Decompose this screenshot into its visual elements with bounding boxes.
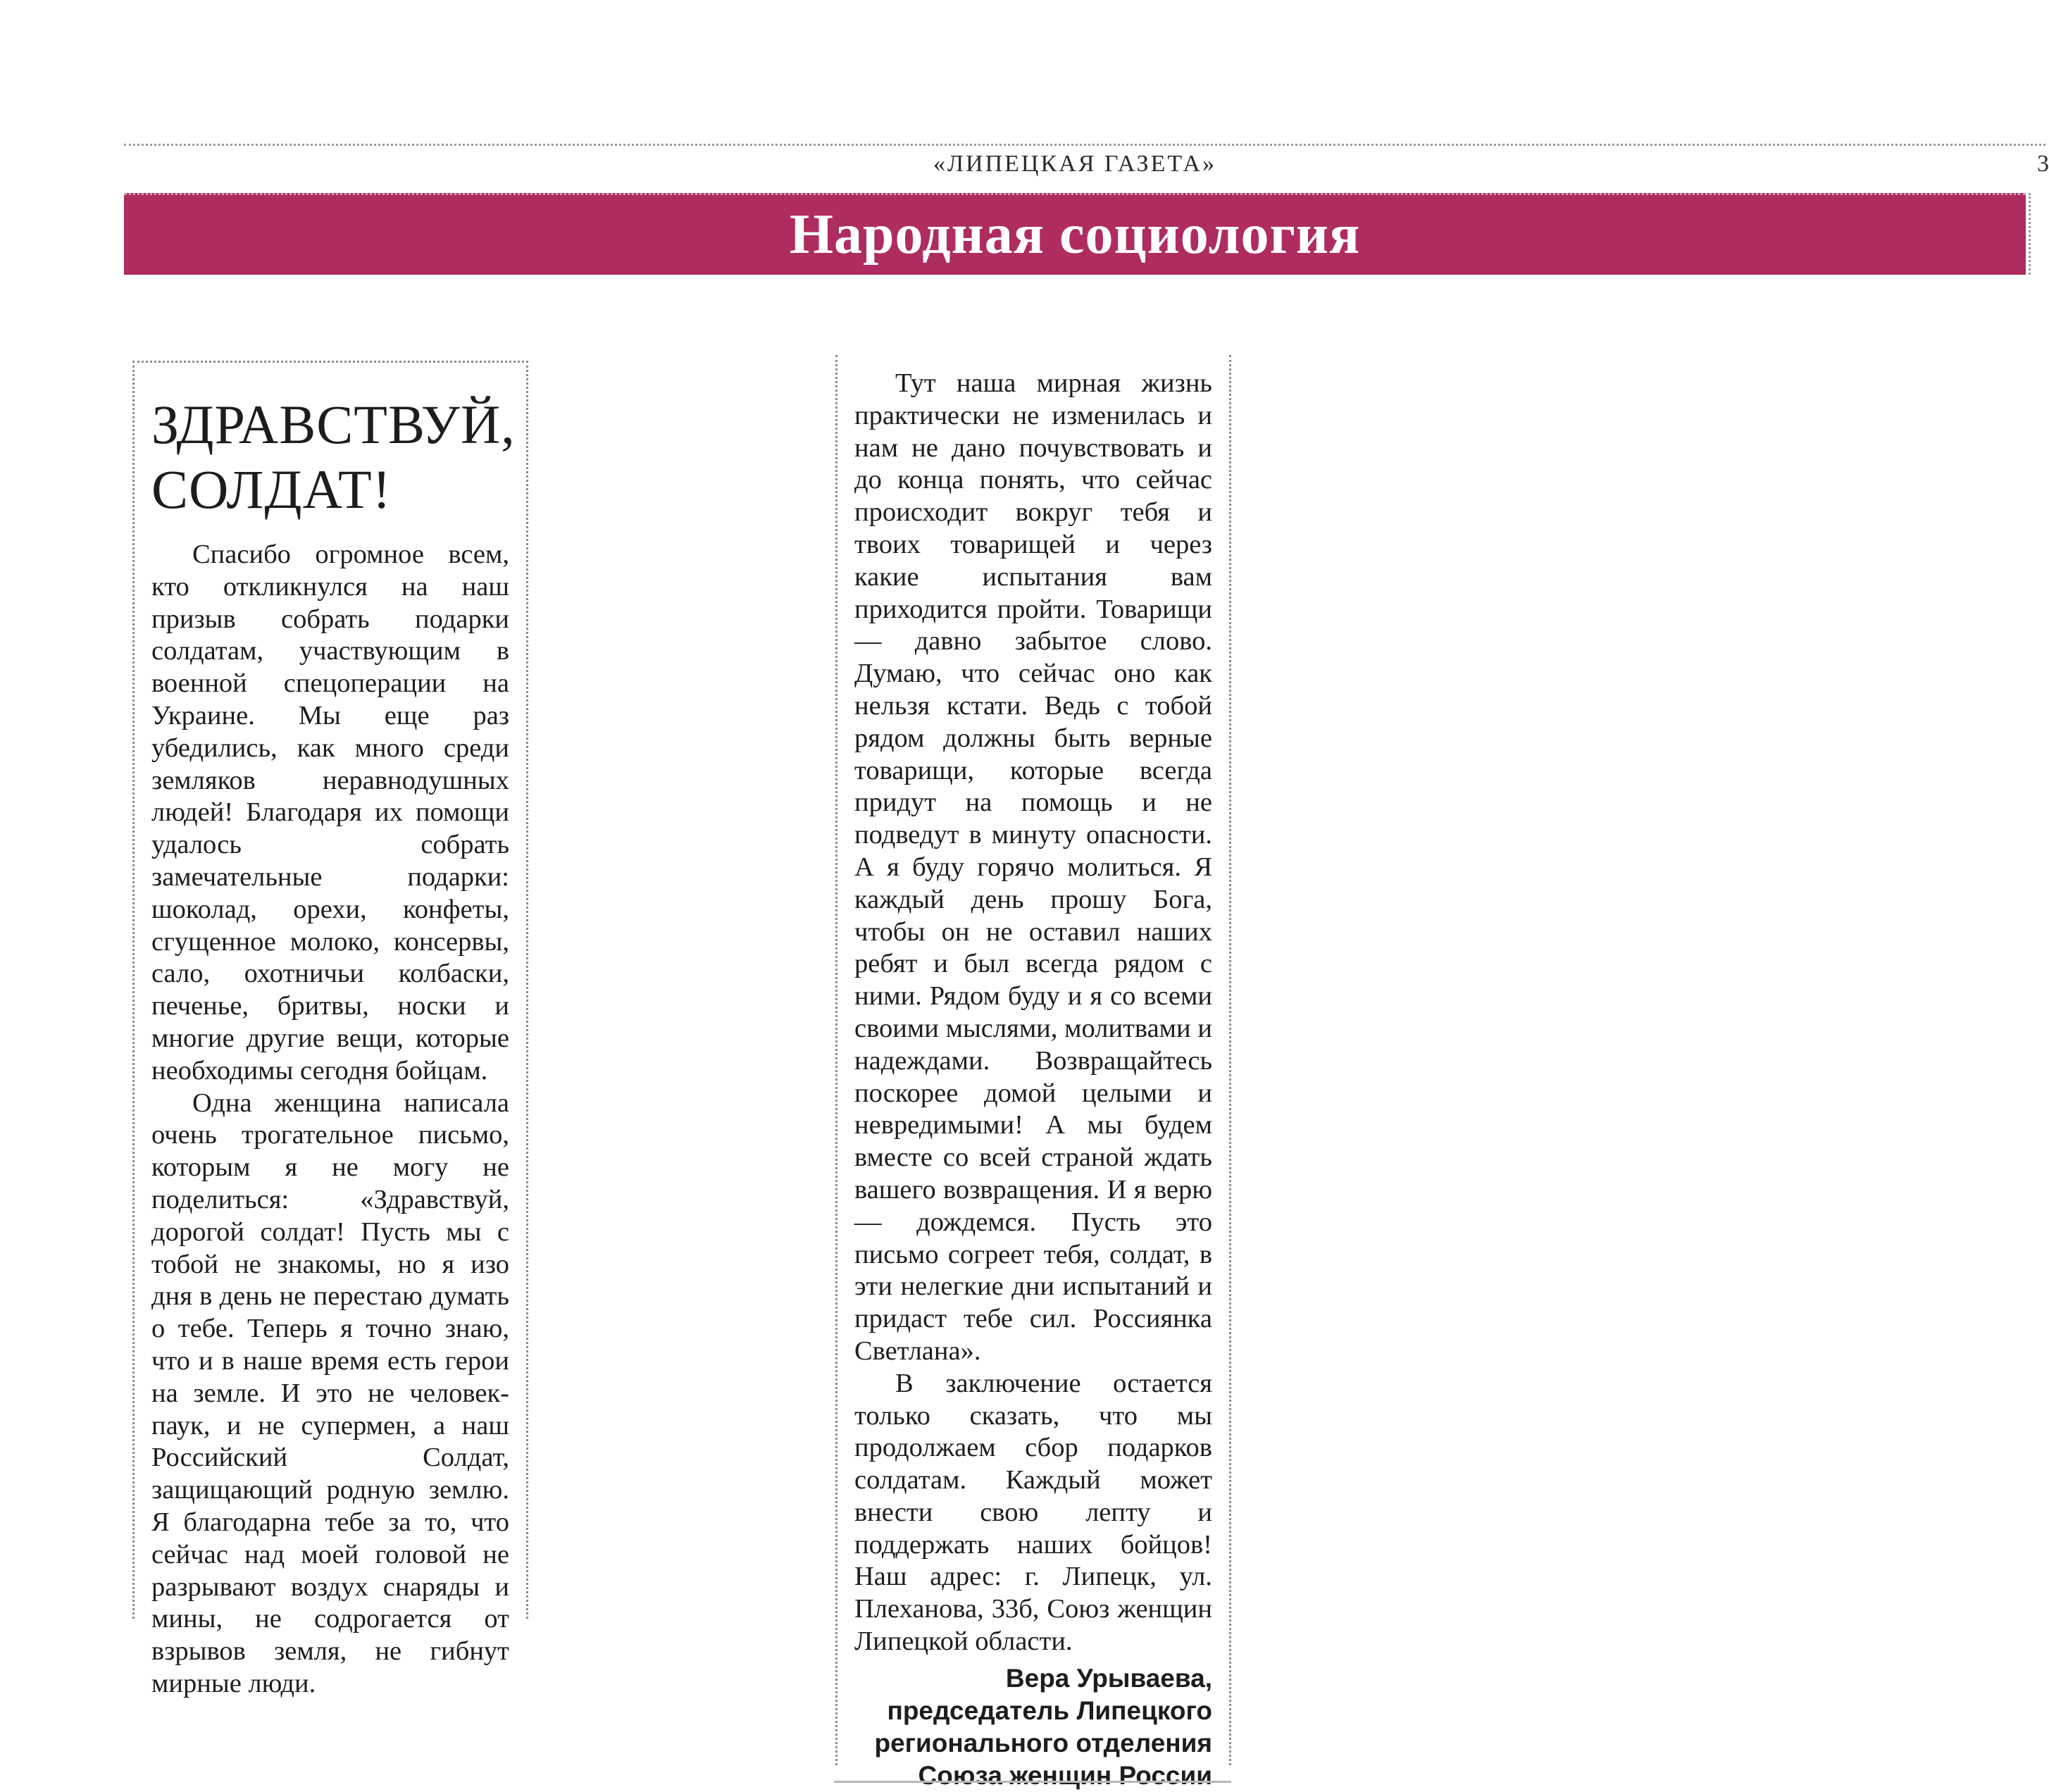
page-number: 3 (2037, 151, 2049, 177)
author-signature (854, 1662, 1212, 1792)
article-paragraph-3: Тут наша мирная жизнь практически не изменилась и нам не дано почувствовать и до конца понять, что сейчас происходит вокруг тебя и твоих товарищей и через какие испытания вам приходится пройти. Товарищи — давно забытое слово. Думаю, что сейчас оно как нельзя кстати. Ведь с тобой рядом должны быть верные товарищи, которые всегда придут на помощь и не подведут в минуту опасности. А я буду горячо молиться. Я каждый день прошу Бога, чтобы он не оставил наших ребят и был всегда рядом с ними. Рядом буду и я со всеми своими мыслями, молитвами и надеждами. Возвращайтесь поскорее домой целыми и невредимыми! А мы будем вместе со всей страной ждать вашего возвращения. И я верю — дождемся. Пусть это письмо согреет тебя, солдат, в эти нелегкие дни испытаний и придаст тебе сил. Россиянка Светлана». (854, 368, 1212, 1366)
newspaper-name: «ЛИПЕЦКАЯ ГАЗЕТА» (933, 151, 1216, 177)
article-headline (151, 392, 516, 522)
section-title: Народная социология (789, 204, 1361, 266)
band-right-rule (2029, 193, 2031, 275)
author-title-line-1: председатель Липецкого (887, 1695, 1212, 1725)
section-band (124, 193, 2026, 275)
article-column-2 (835, 355, 1231, 1790)
top-dotted-rule (124, 144, 2045, 146)
author-name: Вера Урываева, (1005, 1663, 1212, 1693)
headline-line-2: СОЛДАТ! (151, 459, 392, 520)
article-paragraph-2: Одна женщина написала очень трогательное письмо, которым я не могу не поделиться: «Здравствуй, дорогой солдат! Пусть мы с тобой не знакомы, но я изо дня в день не перестаю думать о тебе. Теперь я точно знаю, что и в наше время есть герои на земле. И это не человек-паук, и не супермен, а наш Российский Солдат, защищающий родную землю. Я благодарна тебе за то, что сейчас над моей головой не разрывают воздух снаряды и мины, не содрогается от взрывов земля, не гибнут мирные люди. (151, 1088, 509, 1698)
author-title-line-3: Союза женщин России (918, 1760, 1212, 1790)
author-title-line-2: регионального отделения (874, 1728, 1212, 1757)
article-paragraph-4: В заключение остается только сказать, что мы продолжаем сбор подарков солдатам. Каждый может внести свою лепту и поддержать наших бойцов! Наш адрес: г. Липецк, ул. Плеханова, 33б, Союз женщин Липецкой области. (854, 1368, 1212, 1657)
bottom-rule (834, 1781, 1231, 1783)
article-paragraph-1: Спасибо огромное всем, кто откликнулся на наш призыв собрать подарки солдатам, участвующим в военной спецоперации на Украине. Мы еще раз убедились, как много среди земляков неравнодушных людей! Благодаря их помощи удалось собрать замечательные подарки: шоколад, орехи, конфеты, сгущенное молоко, консервы, сало, охотничьи колбаски, печенье, бритвы, носки и многие другие вещи, которые необходимы сегодня бойцам. (151, 540, 509, 1085)
article-column-1 (132, 361, 528, 1698)
headline-line-1: ЗДРАВСТВУЙ, (151, 394, 516, 455)
